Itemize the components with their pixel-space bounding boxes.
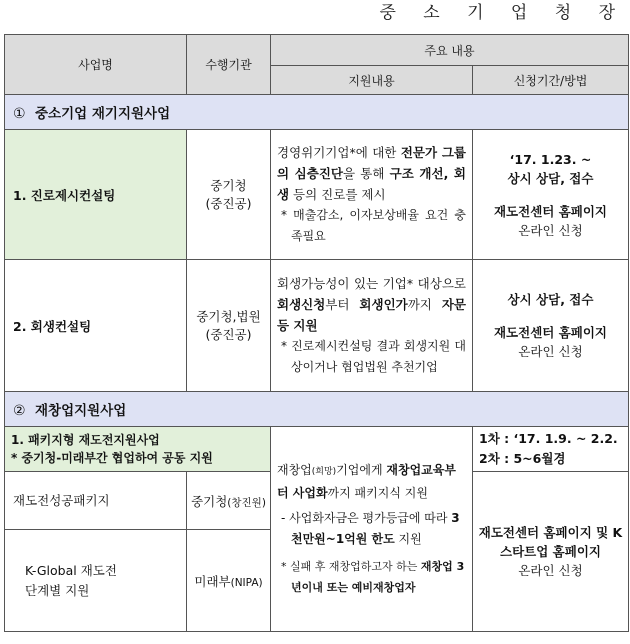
detail-text: 까지 bbox=[407, 297, 442, 312]
section-1-number: ① bbox=[13, 106, 26, 122]
period-center: 재도전센터 홈페이지 bbox=[493, 325, 608, 340]
detail-text: 기업에게 bbox=[336, 463, 387, 477]
detail-text: 을 통해 bbox=[342, 166, 390, 181]
col-header-detail: 지원내용 bbox=[271, 66, 473, 95]
note-text-bold: 3천만원~1억원 한도 bbox=[291, 511, 460, 546]
note-text: - 사업화자금은 평가등급에 따라 bbox=[281, 511, 452, 525]
col-header-name: 사업명 bbox=[5, 35, 187, 95]
org-line: (중진공) bbox=[205, 195, 252, 211]
org-line: (중진공) bbox=[205, 326, 252, 342]
item-name-line: K-Global 재도전 bbox=[25, 562, 117, 578]
note-text-bold: 재창업 3년이내 또는 예비재창업자 bbox=[291, 560, 465, 594]
detail-text-bold: 자문 등 지원 bbox=[277, 297, 466, 333]
col-header-main: 주요 내용 bbox=[271, 35, 629, 66]
package-title-note: * 중기청-미래부간 협업하여 공동 지원 bbox=[11, 451, 213, 465]
detail-note: * 진로제시컨설팅 결과 회생지원 대상이거나 협업법원 추천기업 bbox=[281, 339, 466, 374]
detail-text: 까지 패키지식 지원 bbox=[327, 486, 428, 500]
detail-text-bold: 구조 개선, 회생 bbox=[277, 166, 466, 202]
package-item-org bbox=[187, 530, 271, 632]
section-2-title: 재창업지원사업 bbox=[35, 403, 127, 419]
program-org-rehab bbox=[187, 260, 271, 392]
program-name-career: 1. 진로제시컨설팅 bbox=[5, 130, 187, 260]
detail-note: * 매출감소, 이자보상배율 요건 충족필요 bbox=[281, 208, 466, 243]
note-text: * 실패 후 재창업하고자 하는 bbox=[281, 560, 421, 573]
detail-text: 부터 bbox=[325, 297, 360, 312]
period-center: 재도전센터 홈페이지 및 K스타트업 홈페이지 bbox=[478, 525, 623, 559]
section-1-header bbox=[5, 95, 629, 130]
section-2-header bbox=[5, 392, 629, 427]
program-table bbox=[4, 34, 629, 632]
program-org-career bbox=[187, 130, 271, 260]
period-always: 상시 상담, 접수 bbox=[507, 292, 594, 307]
detail-text-sub: (희망) bbox=[311, 467, 337, 477]
org-text: 중기청 bbox=[191, 493, 228, 509]
section-1-title: 중소기업 재기지원사업 bbox=[35, 106, 171, 122]
org-line: 중기청,법원 bbox=[196, 308, 261, 324]
col-header-period: 신청기간/방법 bbox=[473, 66, 629, 95]
item-name-line: 단계별 지원 bbox=[25, 582, 90, 598]
detail-text: 재창업 bbox=[277, 463, 312, 477]
detail-text-bold: 재창업교육부터 사업화 bbox=[277, 463, 456, 500]
period-online: 온라인 신청 bbox=[518, 222, 583, 238]
package-title-line: 1. 패키지형 재도전지원사업 bbox=[11, 433, 160, 447]
detail-text-bold: 전문가 그룹의 심층진단 bbox=[277, 145, 467, 181]
period-online: 온라인 신청 bbox=[518, 563, 583, 578]
period-round-1: 1차 : ‘17. 1.9. ~ 2.2. bbox=[479, 431, 618, 446]
org-text: 미래부 bbox=[194, 573, 231, 589]
detail-text: 경영위기기업*에 대한 bbox=[277, 145, 401, 160]
detail-text-bold: 회생신청 bbox=[277, 297, 326, 312]
program-detail-career bbox=[271, 130, 473, 260]
package-item-org bbox=[187, 472, 271, 530]
package-period bbox=[473, 427, 629, 472]
package-item-name bbox=[5, 530, 187, 632]
header-org-title: 중 소 기 업 청 장 bbox=[379, 3, 626, 23]
program-name-rehab: 2. 회생컨설팅 bbox=[5, 260, 187, 392]
detail-text: 등의 진로를 제시 bbox=[289, 187, 386, 202]
detail-note-2 bbox=[277, 550, 466, 598]
period-center: 재도전센터 홈페이지 bbox=[493, 203, 608, 219]
period-online: 온라인 신청 bbox=[518, 344, 583, 359]
package-program-title bbox=[5, 427, 271, 472]
detail-text-bold: 회생인가 bbox=[359, 297, 408, 312]
package-apply bbox=[473, 472, 629, 632]
program-period-career bbox=[473, 130, 629, 260]
detail-text: 회생가능성이 있는 기업* 대상으로 bbox=[277, 276, 466, 291]
org-sub: (창진원) bbox=[227, 496, 266, 509]
period-round-2: 2차 : 5~6월경 bbox=[479, 451, 566, 466]
detail-note-1 bbox=[277, 504, 466, 550]
note-text: 지원 bbox=[394, 532, 422, 546]
col-header-org: 수행기관 bbox=[187, 35, 271, 95]
section-2-number: ② bbox=[13, 403, 26, 419]
period-always: 상시 상담, 접수 bbox=[507, 170, 594, 186]
org-line: 중기청 bbox=[210, 177, 247, 193]
package-detail bbox=[271, 427, 473, 632]
org-sub: (NIPA) bbox=[230, 576, 263, 589]
package-item-name: 재도전성공패키지 bbox=[5, 472, 187, 530]
period-date: ‘17. 1.23. ~ bbox=[509, 151, 592, 167]
program-detail-rehab bbox=[271, 260, 473, 392]
program-period-rehab bbox=[473, 260, 629, 392]
